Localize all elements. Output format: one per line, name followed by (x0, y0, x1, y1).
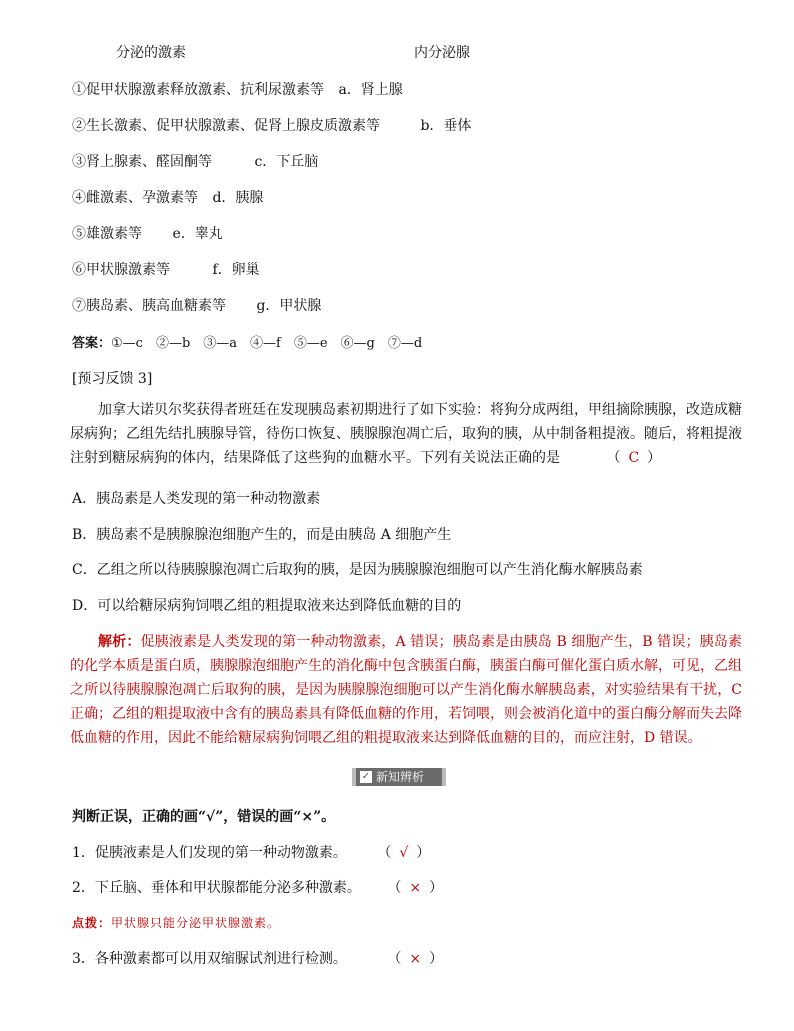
match-item-2 (72, 115, 471, 135)
question-stem-text: 加拿大诺贝尔奖获得者班廷在发现胰岛素初期进行了如下实验：将狗分成两组，甲组摘除胰腺，改造成糖尿病狗；乙组先结扎胰腺导管，待伤口恢复、胰腺腺泡凋亡后，取狗的胰，从中制备粗提液。随后，将粗提液注射到糖尿病狗的体内，结果降低了这些狗的血糖水平。下列有关说法正确的是 (70, 402, 742, 466)
option-d: D．可以给糖尿病狗饲喂乙组的粗提取液来达到降低血糖的目的 (72, 598, 462, 614)
option-c: C．乙组之所以待胰腺腺泡凋亡后取狗的胰，是因为胰腺腺泡细胞可以产生消化酶水解胰岛素 (72, 562, 643, 578)
answer-line (72, 332, 422, 351)
match-gland: c．下丘脑 (254, 154, 319, 170)
hint-label: 点拨： (72, 916, 112, 930)
match-hormone: ④雌激素、孕激素等 (72, 190, 198, 206)
match-hormone: ③肾上腺素、醛固酮等 (72, 154, 212, 170)
match-gland: e．睾丸 (172, 226, 223, 242)
judge-bracket-close: ） (416, 845, 431, 861)
answer-key: C (628, 450, 640, 466)
judge-mark: √ (399, 845, 409, 861)
judge-bracket-open: （ (387, 880, 402, 896)
judge-bracket-close: ） (429, 880, 444, 896)
match-hormone: ②生长激素、促甲状腺激素、促肾上腺皮质激素等 (72, 118, 380, 134)
judge-mark: × (409, 951, 422, 967)
match-gland: d．胰腺 (212, 190, 264, 206)
answer-label: 答案： (72, 336, 112, 351)
analysis-text: 促胰液素是人类发现的第一种动物激素，A 错误；胰岛素是由胰岛 B 细胞产生，B 错误；胰岛素的化学本质是蛋白质，胰腺腺泡细胞产生的消化酶中包含胰蛋白酶，胰蛋白酶可催化蛋白质水解，可见，乙组之所以待胰腺腺泡凋亡后取狗的胰，是因为胰腺腺泡细胞可以产生消化酶水解胰岛素，对实验结果有干扰，C 正确；乙组的粗提取液中含有的胰岛素具有降低血糖的作用，若饲喂，则会被消化道中的蛋白酶分解而失去降低血糖的作用，因此不能给糖尿病狗饲喂乙组的粗提取液来达到降低血糖的目的，而应注射，D 错误。 (70, 634, 742, 746)
match-item-5 (72, 223, 223, 243)
match-hormone: ①促甲状腺激素释放激素、抗利尿激素等 (72, 82, 324, 98)
judge-item-3 (72, 948, 443, 968)
judge-bracket-open: （ (377, 845, 392, 861)
match-hormone: ⑦胰岛素、胰高血糖素等 (72, 298, 226, 314)
match-hormone: ⑤雄激素等 (72, 226, 142, 242)
section-badge (352, 768, 446, 786)
option-b: B．胰岛素不是胰腺腺泡细胞产生的，而是由胰岛 A 细胞产生 (72, 527, 452, 543)
judge-bracket-close: ） (429, 951, 444, 967)
question-stem (70, 398, 742, 470)
judge-text: 1．促胰液素是人们发现的第一种动物激素。 (72, 845, 347, 861)
analysis-paragraph (70, 630, 742, 750)
judge-text: 3．各种激素都可以用双缩脲试剂进行检测。 (72, 951, 347, 967)
match-gland: a．肾上腺 (338, 82, 403, 98)
answer-text: ①—c ②—b ③—a ④—f ⑤—e ⑥—g ⑦—d (111, 336, 423, 351)
match-item-4 (72, 187, 263, 207)
section-badge-label: 新知辨析 (376, 770, 425, 784)
section-title-feedback: [预习反馈 3] (72, 371, 153, 387)
judge-item-1 (72, 842, 430, 862)
match-gland: g．甲状腺 (256, 298, 322, 314)
match-item-7 (72, 295, 321, 315)
match-gland: f．卵巢 (212, 262, 260, 278)
judge-bracket-open: （ (387, 951, 402, 967)
judge-mark: × (409, 880, 422, 896)
hint-line (72, 914, 280, 931)
match-gland: b．垂体 (420, 118, 472, 134)
check-document-icon: ✓ (361, 771, 371, 782)
answer-bracket-open: （ (606, 450, 621, 466)
judge-item-2 (72, 877, 443, 897)
match-item-6 (72, 259, 260, 279)
judge-text: 2．下丘脑、垂体和甲状腺都能分泌多种激素。 (72, 880, 361, 896)
hint-text: 甲状腺只能分泌甲状腺激素。 (111, 916, 281, 930)
match-item-1 (72, 79, 403, 99)
match-item-3 (72, 151, 318, 171)
option-a: A．胰岛素是人类发现的第一种动物激素 (72, 491, 321, 507)
column-header-hormones: 分泌的激素 (116, 45, 186, 61)
analysis-label: 解析： (98, 634, 141, 650)
answer-bracket-close: ） (647, 450, 662, 466)
judge-instruction: 判断正误，正确的画“√”，错误的画“×”。 (72, 809, 336, 825)
match-hormone: ⑥甲状腺激素等 (72, 262, 170, 278)
column-header-glands: 内分泌腺 (414, 45, 470, 61)
